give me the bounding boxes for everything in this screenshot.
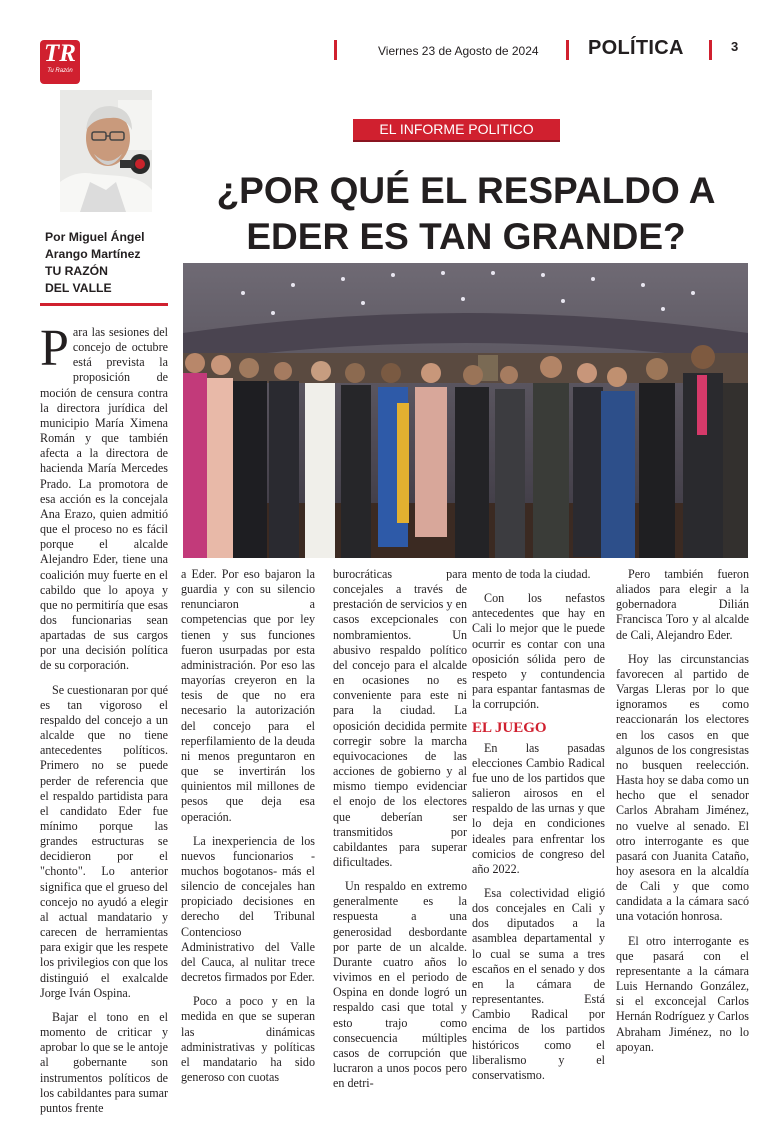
article-headline: ¿POR QUÉ EL RESPALDO A EDER ES TAN GRANDE?: [216, 170, 716, 257]
article-paragraph: burocráticas para concejales a través de prestación de servicios y en casos excepcionales con nombramientos. Un abusivo respaldo político del concejo para el alcalde en ocasiones no es conveniente para este ni para la ciudad. La oposición decidida permite corregir sobre la marcha equivocaciones de las acciones de gobierno y al mismo tiempo evidenciar el enojo de los electores que deberían ser transmitidos por cabildantes para superar dificultades.: [333, 567, 467, 869]
article-paragraph: Poco a poco y en la medida en que se superan las dinámicas administrativas y políticas el mandatario ha sido generoso con cuotas: [181, 994, 315, 1084]
issue-date: Viernes 23 de Agosto de 2024: [378, 44, 539, 58]
drop-cap: P: [40, 320, 69, 377]
author-byline: [45, 229, 145, 297]
article-paragraph: La inexperiencia de los nuevos funcionarios -muchos bogotanos- más el silencio de concejales han propiciado decisiones en derecho del Tribunal Contencioso Administrativo del Valle del Cauca, al nulitar trece decretos firmados por Eder.: [181, 833, 315, 985]
article-column-5: [616, 567, 749, 1064]
page-number: 3: [731, 39, 739, 54]
header-divider: [334, 40, 337, 60]
article-paragraph: En las pasadas elecciones Cambio Radical fue uno de los partidos que salieron airosos en el respaldo de las urnas y que lo deja en condiciones ideales para enfrentar los comicios de congreso del año 2022.: [472, 740, 605, 876]
section-kicker: EL INFORME POLITICO: [353, 119, 560, 140]
group-photo-image: [183, 263, 748, 558]
article-paragraph: Pero también fueron aliados para elegir a la gobernadora Dilián Francisca Toro y al alcalde de Cali, Alejandro Eder.: [616, 567, 749, 642]
article-column-1: [40, 320, 168, 1125]
author-photo: [60, 90, 152, 212]
header-divider: [709, 40, 712, 60]
article-paragraph: Con los nefastos antecedentes que hay en Cali lo mejor que le puede ocurrir es contar con una oposición sólida pero de respeto y contundencia para espantar fantasmas de la corrupción.: [472, 591, 605, 712]
article-paragraph: Se cuestionaran por qué es tan vigoroso el respaldo del concejo a un alcalde que no tiene antecedentes políticos. Primero no se puede perder de referencia que el respaldo partidista para el candidato Eder fue mínimo porque las grandes estructuras se decidieron por el "chonto". Lo anterior significa que el grueso del concejo no ayudó a elegir al actual mandatario y carecen de herramientas para exigir que les respete los privilegios con que los distinguió el exalcalde Jorge Iván Ospina.: [40, 682, 168, 1000]
article-paragraph: Bajar el tono en el momento de criticar y aprobar lo que se le antoje al gobernante son instrumentos políticos de los cabildantes para sumar puntos frente: [40, 1009, 168, 1115]
author-portrait-image: [60, 90, 152, 212]
article-paragraph: Esa colectividad eligió dos concejales en Cali y dos diputados a la asamblea departamental y lo cual se suma a tres escaños en el senado y dos en la cámara de representantes. Está Cambio Radical por encima de los partidos históricos como el liberalismo y el conservatismo.: [472, 885, 605, 1082]
newspaper-logo: [40, 40, 80, 84]
byline-line-1: Por Miguel Ángel: [45, 230, 145, 244]
article-paragraph: a Eder. Por eso bajaron la guardia y con su silencio renunciaron a competencias que por ley tienen y sus funciones fueron usurpadas por esta administración. Por eso las mayorías creyeron en la tesis de que no era necesario la autorización del concejo para el reperfilamiento de la deuda ni menos preguntaron en que se invertirán los quinientos mil millones de pesos que deja esa operación.: [181, 567, 315, 824]
article-paragraph: Un respaldo en extremo generalmente es la respuesta a una generosidad desbordante por parte de un alcalde. Durante cuatro años lo vivimos en el periodo de Ospina en donde logró un respaldo casi que total y esto trajo como consecuencia múltiples casos de corrupción que lucraron a unos pocos pero en detri-: [333, 879, 467, 1091]
article-column-3: [333, 567, 467, 1100]
article-paragraph: Hoy las circunstancias favorecen al partido de Vargas Lleras por lo que ignoramos es como reaccionarán los electores en los casos en que algunos de los congresistas no busquen reelección. Hasta hoy se daba como un hecho que el senador Carlos Abraham Jiménez, no vuelve al senado. El otro interrogante es que pasará con Juanita Cataño, hoy asesora en la alcaldía de Cali y que como candidata a la cámara sacó una votación honrosa.: [616, 651, 749, 924]
kicker-underline: [353, 140, 560, 142]
byline-line-4: DEL VALLE: [45, 281, 112, 295]
article-subheading: EL JUEGO: [472, 720, 547, 737]
section-title: POLÍTICA: [588, 37, 684, 59]
logo-monogram: TR: [44, 40, 76, 67]
article-paragraph: El otro interrogante es que pasará con el representante a la cámara Luis Hernando González, si el exconcejal Carlos Hernán Rodríguez y Carlos Abraham Jiménez, no lo apoyan.: [616, 933, 749, 1054]
article-column-2: [181, 567, 315, 1094]
article-paragraph: Para las sesiones del concejo de octubre está prevista la proposición de moción de censura contra la directora jurídica del municipio María Ximena Román y que también afecta a la directora de hacienda María Mercedes Prado. La promotora de esa acción es la concejala Ana Erazo, quien admitió que el proceso no es fácil porque el alcalde Alejandro Eder, tiene una coalición muy fuerte en el cabildo que lo apoya y que no permitiría que esas dos funcionarias sean apartadas de sus cargos por una decisión política de su corporación.: [40, 320, 168, 673]
logo-tagline: Tu Razón: [47, 68, 73, 74]
header-divider: [566, 40, 569, 60]
article-column-4: [472, 567, 605, 1092]
byline-rule: [40, 303, 168, 306]
byline-line-2: Arango Martínez: [45, 247, 141, 261]
article-paragraph: mento de toda la ciudad.: [472, 567, 591, 581]
byline-line-3: TU RAZÓN: [45, 264, 108, 278]
group-photo: [183, 263, 748, 558]
